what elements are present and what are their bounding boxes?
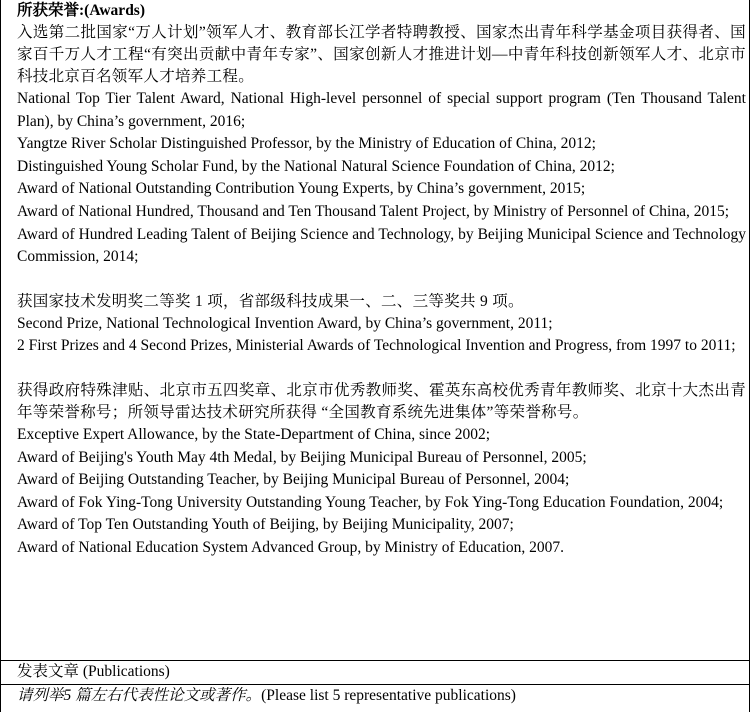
award-entry: Exceptive Expert Allowance, by the State-Department of China, since 2002;	[17, 425, 491, 443]
award-entry: Award of National Hundred, Thousand and Ten Thousand Talent Project, by Ministry of Personnel of China, 2015;	[17, 202, 730, 220]
award-entry: Award of Beijing's Youth May 4th Medal, by Beijing Municipal Bureau of Personnel, 2005;	[17, 448, 587, 466]
award-entry: Award of National Outstanding Contribution Young Experts, by China’s government, 2015;	[17, 180, 586, 198]
award-entry: 2 First Prizes and 4 Second Prizes, Ministerial Awards of Technological Invention and Progress, from 1997 to 2011;	[17, 337, 736, 355]
award-entry: Award of Hundred Leading Talent of Beijing Science and Technology, by Beijing Municipal Science and Technology Commission, 2014;	[17, 225, 746, 266]
awards-section	[1, 0, 749, 660]
award-entry: Award of Top Ten Outstanding Youth of Beijing, by Beijing Municipality, 2007;	[17, 516, 514, 534]
award-entry: Award of Fok Ying-Tong University Outstanding Young Teacher, by Fok Ying-Tong Education Foundation, 2004;	[17, 493, 724, 511]
awards-group1-zh: 入选第二批国家“万人计划”领军人才、教育部长江学者特聘教授、国家杰出青年科学基金项目获得者、国家百千万人才工程“有突出贡献中青年专家”、国家创新人才推进计划—中青年科技创新领军人才、北京市科技北京百名领军人才培养工程。	[17, 24, 746, 85]
paragraph-gap	[17, 358, 746, 380]
publications-instruction	[1, 684, 749, 708]
award-entry: National Top Tier Talent Award, National High-level personnel of special support program (Ten Thousand Talent Plan), by China’s government, 2016;	[17, 90, 746, 130]
award-entry: Distinguished Young Scholar Fund, by the National Natural Science Foundation of China, 2012;	[17, 157, 615, 175]
award-entry: Second Prize, National Technological Invention Award, by China’s government, 2011;	[17, 314, 553, 332]
awards-group2-zh: 获国家技术发明奖二等奖 1 项，省部级科技成果一、二、三等奖共 9 项。	[17, 292, 524, 310]
paragraph-gap	[17, 269, 746, 291]
publications-heading: 发表文章 (Publications)	[1, 660, 749, 684]
award-entry: Yangtze River Scholar Distinguished Professor, by the Ministry of Education of China, 2012;	[17, 135, 596, 153]
awards-group3-zh: 获得政府特殊津贴、北京市五四奖章、北京市优秀教师奖、霍英东高校优秀青年教师奖、北京十大杰出青年等荣誉称号；所领导雷达技术研究所获得 “全国教育系统先进集体”等荣誉称号。	[17, 381, 746, 421]
awards-title: 所获荣誉:(Awards)	[17, 2, 146, 19]
publications-instruction-en: (Please list 5 representative publications)	[261, 687, 516, 704]
award-entry: Award of Beijing Outstanding Teacher, by Beijing Municipal Bureau of Personnel, 2004;	[17, 471, 570, 489]
publications-instruction-zh: 请列举5 篇左右代表性论文或著作。	[17, 687, 262, 704]
award-entry: Award of National Education System Advanced Group, by Ministry of Education, 2007.	[17, 538, 565, 556]
